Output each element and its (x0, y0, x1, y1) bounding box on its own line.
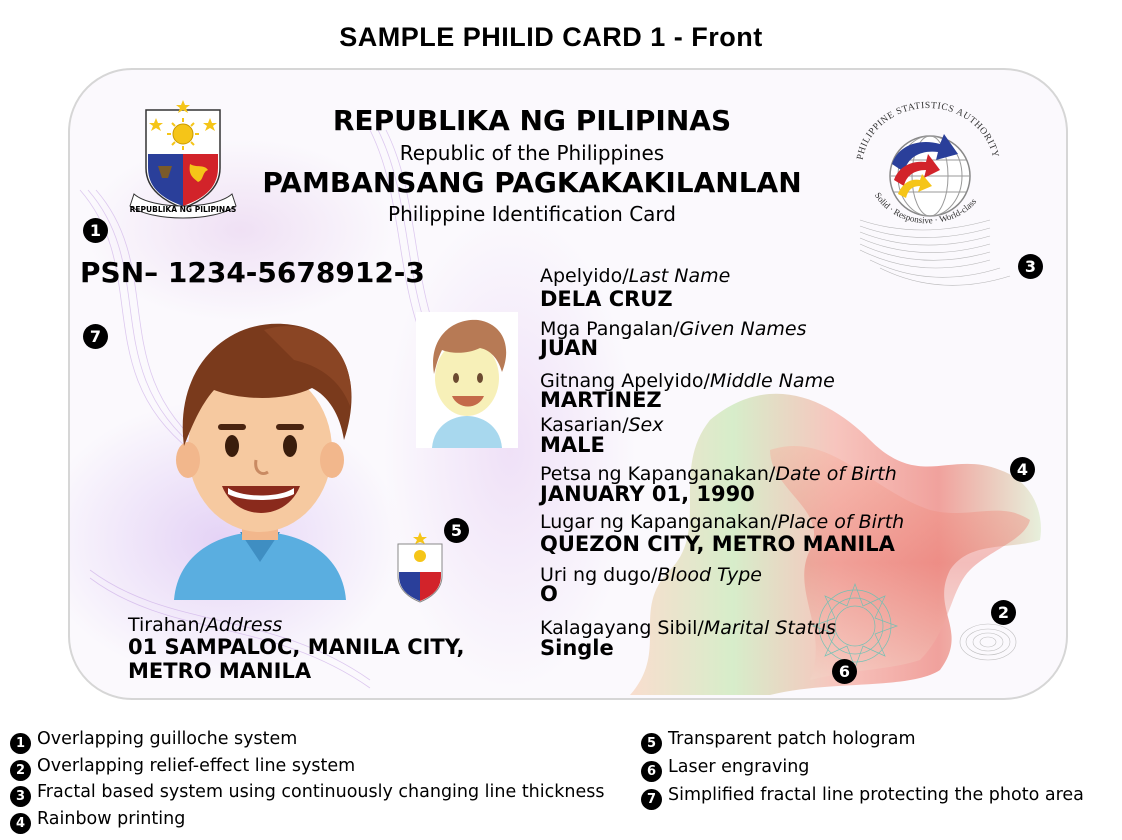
field-value-marital-status: Single (540, 636, 614, 660)
legend-text-7: Simplified fractal line protecting the photo area (668, 785, 1084, 805)
header-pambansang: PAMBANSANG PAGKAKAKILANLAN (262, 166, 802, 199)
legend-badge-7: 7 (641, 789, 662, 810)
legend-item-5 (641, 731, 916, 754)
field-value-middle-name: MARTINEZ (540, 388, 662, 412)
legend-item-1 (10, 731, 297, 754)
field-value-date-of-birth: JANUARY 01, 1990 (540, 482, 755, 506)
legend-item-7 (641, 787, 1084, 810)
legend-text-2: Overlapping relief-effect line system (37, 756, 356, 776)
ghost-photo-frame (416, 312, 518, 448)
field-label-given-names: Mga Pangalan/Given Names (540, 318, 807, 340)
relief-lines (960, 624, 1016, 660)
header-philippine-id: Philippine Identification Card (388, 202, 676, 226)
header-republika: REPUBLIKA NG PILIPINAS (332, 104, 732, 137)
legend-badge-2: 2 (10, 760, 31, 781)
id-card (68, 68, 1068, 700)
field-label-date-of-birth: Petsa ng Kapanganakan/Date of Birth (540, 463, 897, 485)
legend-text-6: Laser engraving (668, 757, 810, 777)
psa-text-top: PHILIPPINE STATISTICS AUTHORITY (855, 100, 1001, 161)
field-value-place-of-birth: QUEZON CITY, METRO MANILA (540, 532, 895, 556)
legend-item-4 (10, 811, 185, 834)
address-line-2: METRO MANILA (128, 659, 312, 684)
field-label-place-of-birth: Lugar ng Kapanganakan/Place of Birth (540, 511, 905, 533)
legend-text-4: Rainbow printing (37, 809, 186, 829)
legend-text-1: Overlapping guilloche system (37, 729, 298, 749)
address-label: Tirahan/Address (128, 614, 283, 636)
field-value-blood-type: O (540, 582, 558, 606)
field-label-sex: Kasarian/Sex (540, 414, 664, 436)
legend-item-2 (10, 758, 355, 781)
legend-badge-6: 6 (641, 761, 662, 782)
legend-badge-3: 3 (10, 786, 31, 807)
field-value-sex: MALE (540, 433, 605, 457)
marker-3: 3 (1018, 254, 1043, 279)
legend-badge-5: 5 (641, 733, 662, 754)
seal-text: REPUBLIKA NG PILIPINAS (129, 205, 237, 214)
field-label-marital-status: Kalagayang Sibil/Marital Status (540, 617, 836, 639)
marker-7: 7 (83, 324, 108, 349)
header-republic: Republic of the Philippines (399, 141, 665, 165)
legend-badge-1: 1 (10, 733, 31, 754)
field-value-given-names: JUAN (540, 336, 599, 360)
address-value (128, 635, 464, 684)
mini-seal-hologram-icon (392, 528, 448, 608)
field-value-last-name: DELA CRUZ (540, 287, 673, 311)
psa-text-bottom: Solid · Responsive · World-class (872, 190, 979, 226)
legend-badge-4: 4 (10, 813, 31, 834)
coat-of-arms-icon (122, 98, 244, 226)
page-title: SAMPLE PHILID CARD 1 - Front (339, 22, 763, 52)
address-line-1: 01 SAMPALOC, MANILA CITY, (128, 635, 465, 659)
marker-1: 1 (83, 218, 108, 243)
psa-globe-logo-icon (848, 94, 1008, 240)
avatar-photo (144, 310, 376, 600)
marker-2: 2 (991, 600, 1016, 625)
legend-text-5: Transparent patch hologram (668, 729, 916, 749)
ghost-photo (416, 312, 518, 448)
legend-text-3: Fractal based system using continuously changing line thickness (37, 782, 605, 802)
field-label-last-name: Apelyido/Last Name (540, 265, 731, 287)
field-label-middle-name: Gitnang Apelyido/Middle Name (540, 370, 835, 392)
marker-4: 4 (1010, 457, 1035, 482)
field-label-blood-type: Uri ng dugo/Blood Type (540, 564, 762, 586)
legend-item-3 (10, 784, 605, 807)
legend-item-6 (641, 759, 809, 782)
psn-number: PSN– 1234-5678912-3 (80, 256, 425, 289)
marker-5: 5 (444, 518, 469, 543)
marker-6: 6 (832, 659, 857, 684)
